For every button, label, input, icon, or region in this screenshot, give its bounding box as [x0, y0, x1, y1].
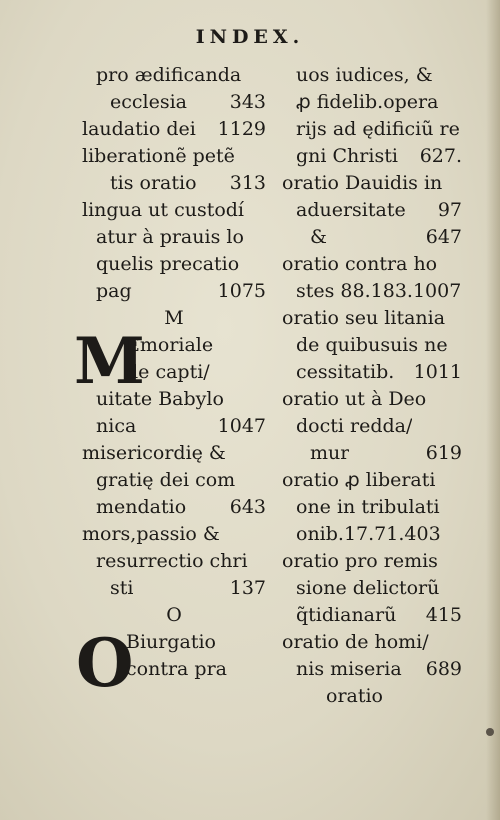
- index-entry-line: [282, 116, 462, 143]
- index-entry-line: [82, 332, 266, 359]
- index-entry-line: [282, 440, 462, 467]
- index-entry-line: [282, 278, 462, 305]
- index-entry-line: [82, 494, 266, 521]
- page-number: 1047: [217, 415, 266, 437]
- entry-text: docti redda/: [296, 415, 413, 437]
- index-entry-line: [282, 143, 462, 170]
- entry-text: &: [310, 226, 327, 248]
- index-entry-line: [82, 251, 266, 278]
- entry-text: gni Christi: [296, 145, 398, 167]
- page-edge-stain: [486, 0, 500, 820]
- index-entry-line: [82, 656, 266, 683]
- entry-text: M: [164, 307, 184, 329]
- index-entry-line: [282, 467, 462, 494]
- entry-text: ecclesia: [110, 91, 188, 113]
- index-entry-line: [282, 413, 462, 440]
- entry-text: pro ædificanda: [96, 64, 242, 86]
- entry-text: cessitatib.: [296, 361, 395, 383]
- index-entry-line: [82, 602, 266, 629]
- entry-text: sione delictorũ: [296, 577, 440, 599]
- entry-text: Emoriale: [126, 334, 214, 356]
- index-entry-line: [82, 629, 266, 656]
- page-number: 1075: [217, 280, 266, 302]
- page-number: 97: [437, 199, 462, 221]
- index-entry-line: [82, 359, 266, 386]
- entry-text: de capti/: [126, 361, 210, 383]
- index-entry-line: [282, 575, 462, 602]
- index-entry-line: [282, 170, 462, 197]
- index-entry-line: [282, 89, 462, 116]
- entry-text: contra pra: [126, 658, 227, 680]
- index-entry-line: [82, 467, 266, 494]
- entry-text: mendatio: [96, 496, 187, 518]
- index-entry-line: [282, 494, 462, 521]
- entry-text: one in tribulati: [296, 496, 440, 518]
- page-number: 415: [425, 604, 462, 626]
- index-entry-line: [82, 575, 266, 602]
- index-entry-line: [82, 224, 266, 251]
- index-entry-line: [82, 89, 266, 116]
- page-number: 643: [229, 496, 266, 518]
- entry-text: q̃tidianarũ: [296, 604, 397, 626]
- entry-text: oratio contra ho: [282, 253, 438, 275]
- entry-text: pag: [96, 280, 132, 302]
- entry-text: uitate Babylo: [96, 388, 224, 410]
- index-entry-line: [82, 440, 266, 467]
- index-entry-line: [282, 548, 462, 575]
- entry-text: oratio Dauidis in: [282, 172, 443, 194]
- index-column-left: [82, 62, 266, 683]
- index-entry-line: [282, 251, 462, 278]
- entry-text: de quibusuis ne: [296, 334, 448, 356]
- ink-spot: [486, 728, 494, 736]
- entry-text: nis miseria: [296, 658, 402, 680]
- entry-text: aduersitate: [296, 199, 406, 221]
- index-entry-line: [282, 602, 462, 629]
- entry-text: onib.17.71.403: [296, 523, 441, 545]
- page-number: 137: [229, 577, 266, 599]
- index-entry-line: [282, 197, 462, 224]
- entry-text: oratio pro remis: [282, 550, 438, 572]
- index-entry-line: [82, 521, 266, 548]
- entry-text: resurrectio chri: [96, 550, 248, 572]
- entry-text: oratio de homi/: [282, 631, 429, 653]
- page-number: 647: [425, 226, 462, 248]
- entry-text: uos iudices, &: [296, 64, 433, 86]
- index-entry-line: [82, 548, 266, 575]
- entry-text: oratio ut à Deo: [282, 388, 427, 410]
- entry-text: oratio: [326, 685, 383, 707]
- entry-text: liberationẽ petẽ: [82, 145, 235, 167]
- page-number: 689: [425, 658, 462, 680]
- index-entry-line: [82, 197, 266, 224]
- page-number: 627.: [419, 145, 462, 167]
- entry-text: rijs ad ędificiũ re: [296, 118, 460, 140]
- drop-cap-m: M: [74, 324, 145, 399]
- entry-text: laudatio dei: [82, 118, 196, 140]
- entry-text: ꝓ fidelib.opera: [296, 91, 439, 113]
- page-number: 619: [425, 442, 462, 464]
- index-entry-line: [82, 305, 266, 332]
- index-entry-line: [82, 62, 266, 89]
- index-column-right: [282, 62, 462, 710]
- entry-text: quelis precatio: [96, 253, 240, 275]
- entry-text: oratio ꝓ liberati: [282, 469, 436, 491]
- entry-text: Biurgatio: [126, 631, 216, 653]
- index-entry-line: [282, 62, 462, 89]
- entry-text: stes 88.183.1007: [296, 280, 462, 302]
- index-entry-line: [282, 521, 462, 548]
- entry-text: lingua ut custodí: [82, 199, 245, 221]
- index-entry-line: [82, 143, 266, 170]
- entry-text: nica: [96, 415, 137, 437]
- index-entry-line: [282, 359, 462, 386]
- page-number: 313: [229, 172, 266, 194]
- entry-text: misericordię &: [82, 442, 226, 464]
- index-entry-line: [82, 170, 266, 197]
- entry-text: O: [166, 604, 182, 626]
- index-entry-line: [282, 305, 462, 332]
- index-entry-line: [282, 386, 462, 413]
- index-entry-line: [282, 629, 462, 656]
- page-number: 1129: [217, 118, 266, 140]
- entry-text: atur à prauis lo: [96, 226, 244, 248]
- index-entry-line: [82, 386, 266, 413]
- entry-text: mur: [310, 442, 350, 464]
- index-entry-line: [82, 413, 266, 440]
- entry-text: sti: [110, 577, 134, 599]
- entry-text: oratio seu litania: [282, 307, 446, 329]
- index-entry-line: [282, 224, 462, 251]
- entry-text: gratię dei com: [96, 469, 236, 491]
- index-entry-line: [82, 278, 266, 305]
- entry-text: tis oratio: [110, 172, 197, 194]
- index-entry-line: [282, 332, 462, 359]
- page-number: 343: [229, 91, 266, 113]
- drop-cap-o: O: [76, 624, 134, 702]
- running-header: INDEX.: [195, 26, 305, 48]
- entry-text: mors,passio &: [82, 523, 220, 545]
- index-entry-line: [282, 683, 462, 710]
- page-number: 1011: [413, 361, 462, 383]
- index-entry-line: [82, 116, 266, 143]
- index-entry-line: [282, 656, 462, 683]
